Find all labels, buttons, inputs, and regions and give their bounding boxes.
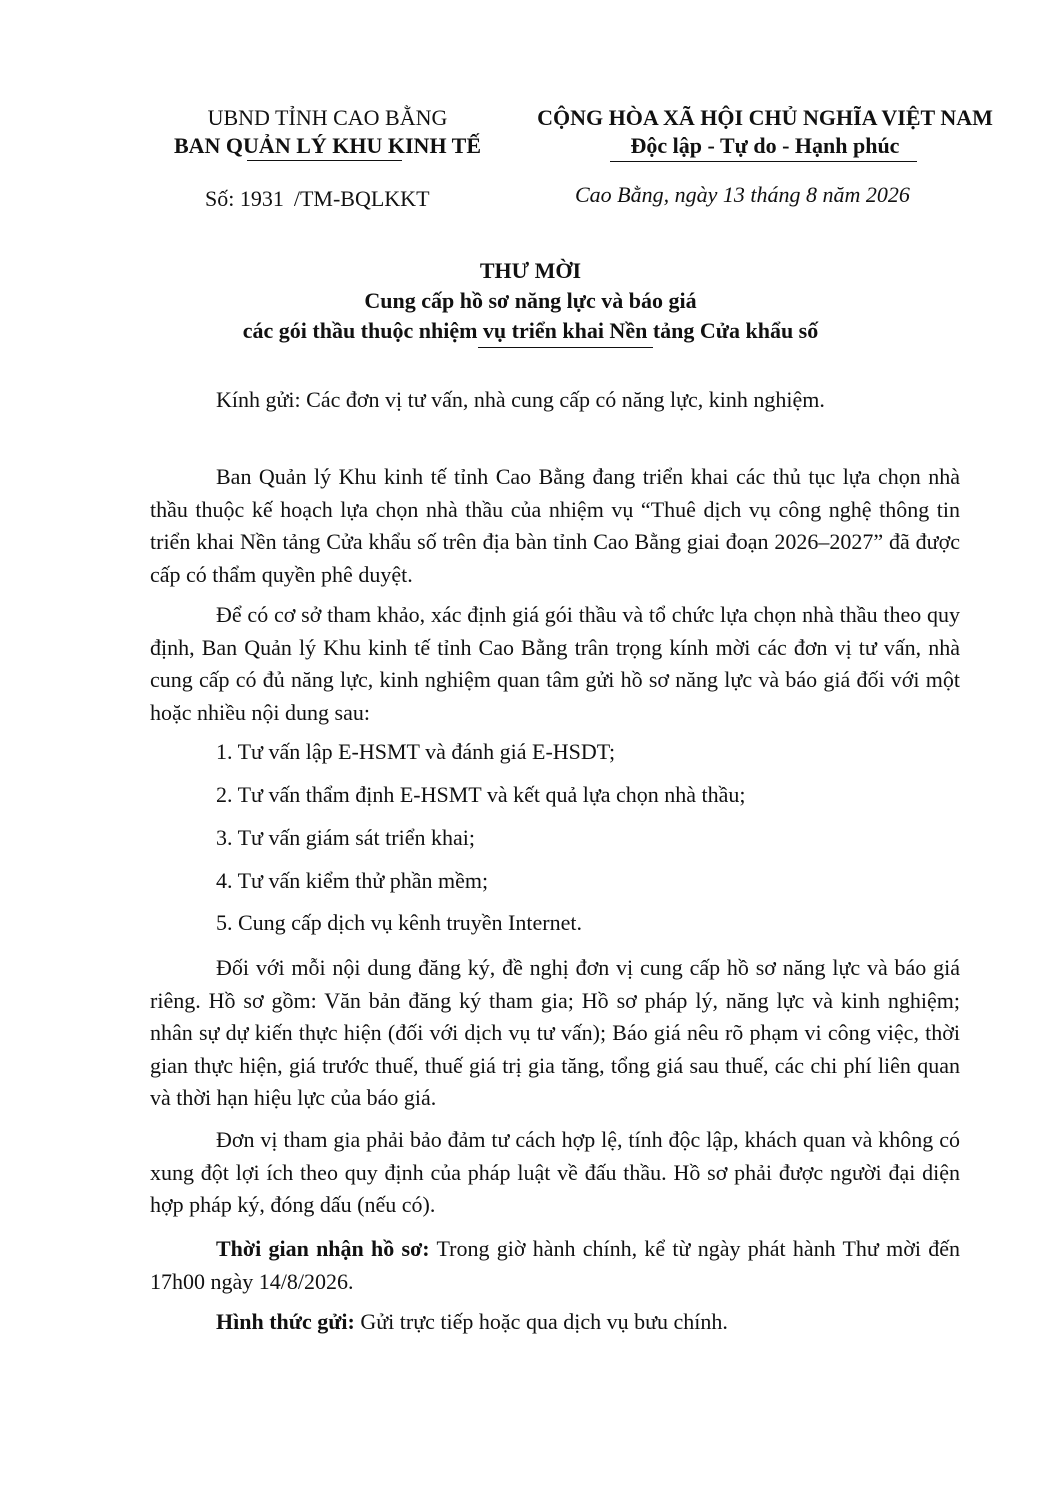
salutation: Kính gửi: Các đơn vị tư vấn, nhà cung cấp có năng lực, kinh nghiệm. [216, 387, 825, 412]
list-item: 1. Tư vấn lập E-HSMT và đánh giá E-HSDT; [216, 739, 616, 764]
paragraph-eligibility: Đơn vị tham gia phải bảo đảm tư cách hợp lệ, tính độc lập, khách quan và không có xung đột lợi ích theo quy định của pháp luật về đấu thầu. Hồ sơ phải được người đại diện hợp pháp ký, đóng dấu (nếu có). [150, 1127, 960, 1217]
paragraph-requirements: Đối với mỗi nội dung đăng ký, đề nghị đơn vị cung cấp hồ sơ năng lực và báo giá riêng. Hồ sơ gồm: Văn bản đăng ký tham gia; Hồ sơ pháp lý, năng lực và kinh nghiệm; nhân sự dự kiến thực hiện (đối với dịch vụ tư vấn); Báo giá nêu rõ phạm vi công việc, thời gian thực hiện, giá trước thuế, thuế giá trị gia tăng, tổng giá sau thuế, các chi phí liên quan và thời hạn hiệu lực của báo giá. [150, 955, 960, 1110]
paragraph-deadline [150, 1233, 960, 1298]
submission-method-label: Hình thức gửi: [216, 1309, 355, 1334]
document-title: THƯ MỜI [479, 258, 582, 283]
national-motto: Độc lập - Tự do - Hạnh phúc [630, 133, 900, 158]
document-number-suffix: /TM-BQLKKT [293, 186, 430, 211]
issuing-agency: BAN QUẢN LÝ KHU KINH TẾ [173, 133, 482, 158]
title-underline [478, 347, 653, 348]
national-header-block [515, 104, 1015, 160]
parent-agency: UBND TỈNH CAO BẰNG [207, 105, 448, 130]
list-item: 4. Tư vấn kiểm thử phần mềm; [216, 868, 489, 893]
paragraph-submission-method [150, 1306, 960, 1339]
national-title: CỘNG HÒA XÃ HỘI CHỦ NGHĨA VIỆT NAM [537, 105, 993, 130]
document-number [205, 186, 430, 212]
paragraph-intro: Ban Quản lý Khu kinh tế tỉnh Cao Bằng đang triển khai các thủ tục lựa chọn nhà thầu thuộc kế hoạch lựa chọn nhà thầu của nhiệm vụ “Thuê dịch vụ công nghệ thông tin triển khai Nền tảng Cửa khẩu số trên địa bàn tỉnh Cao Bằng giai đoạn 2026–2027” đã được cấp có thẩm quyền phê duyệt. [150, 464, 960, 587]
document-subtitle-line-1: Cung cấp hồ sơ năng lực và báo giá [364, 288, 697, 313]
issuing-agency-block [140, 104, 515, 160]
submission-method-text: Gửi trực tiếp hoặc qua dịch vụ bưu chính. [354, 1309, 728, 1334]
paragraph-invitation: Để có cơ sở tham khảo, xác định giá gói thầu và tổ chức lựa chọn nhà thầu theo quy định, Ban Quản lý Khu kinh tế tỉnh Cao Bằng trân trọng kính mời các đơn vị tư vấn, nhà cung cấp có đủ năng lực, kinh nghiệm quan tâm gửi hồ sơ năng lực và báo giá đối với một hoặc nhiều nội dung sau: [150, 602, 960, 725]
list-item: 5. Cung cấp dịch vụ kênh truyền Internet. [216, 910, 582, 935]
list-item: 2. Tư vấn thẩm định E-HSMT và kết quả lựa chọn nhà thầu; [216, 782, 746, 807]
place-date: Cao Bằng, ngày 13 tháng 8 năm 2026 [575, 182, 910, 207]
document-number-prefix: Số: 1931 [205, 186, 284, 211]
deadline-text: Trong giờ hành chính, kể từ ngày phát hành Thư mời đến 17h00 ngày 14/8/2026. [150, 1236, 961, 1294]
motto-underline [610, 161, 917, 162]
list-item: 3. Tư vấn giám sát triển khai; [216, 825, 475, 850]
document-subtitle-line-2: các gói thầu thuộc nhiệm vụ triển khai Nền tảng Cửa khẩu số [242, 318, 819, 343]
deadline-label: Thời gian nhận hồ sơ: [216, 1236, 430, 1261]
agency-underline [247, 160, 402, 161]
